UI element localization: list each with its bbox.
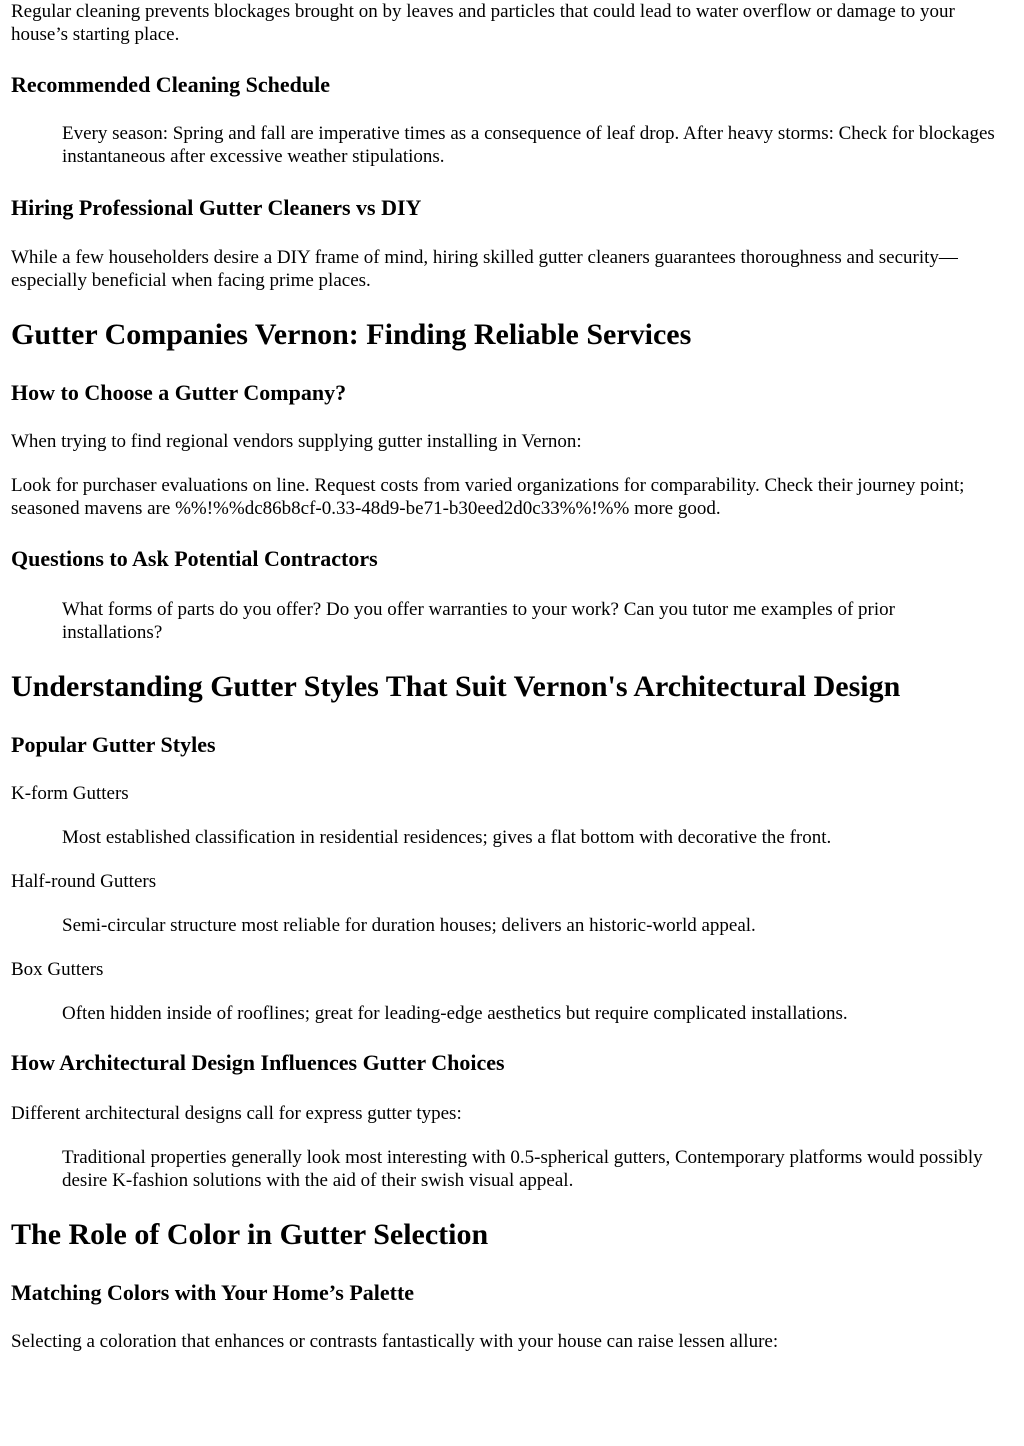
box-term: Box Gutters — [11, 959, 104, 980]
schedule-heading: Recommended Cleaning Schedule — [11, 72, 330, 97]
matching-heading: Matching Colors with Your Home’s Palette — [11, 1280, 415, 1305]
matching-paragraph: Selecting a coloration that enhances or contrasts fantastically with your house can raise lessen allure: — [11, 1331, 779, 1352]
choose-heading: How to Choose a Gutter Company? — [11, 380, 347, 405]
halfround-term: Half-round Gutters — [11, 871, 157, 892]
design-heading: How Architectural Design Influences Gutter Choices — [11, 1050, 505, 1075]
choose-paragraph-2: Look for purchaser evaluations on line. Request costs from varied organizations for comparability. Check their journey point; seasoned mavens are %%!%%dc86b8cf-0.33-48d9-be71-b30eed2d0c33%%!%% more good. — [11, 475, 965, 519]
popular-heading: Popular Gutter Styles — [11, 732, 216, 757]
choose-paragraph-1: When trying to find regional vendors supplying gutter installing in Vernon: — [11, 431, 582, 452]
design-paragraph: Different architectural designs call for express gutter types: — [11, 1103, 462, 1124]
questions-heading: Questions to Ask Potential Contractors — [11, 546, 378, 571]
halfround-description: Semi-circular structure most reliable for duration houses; delivers an historic-world appeal. — [62, 915, 756, 936]
intro-paragraph: Regular cleaning prevents blockages brought on by leaves and particles that could lead to water overflow or damage to your house’s starting place. — [11, 1, 955, 45]
design-quote: Traditional properties generally look most interesting with 0.5-spherical gutters, Contemporary platforms would possibly desire K-fashion solutions with the aid of their swish visual appeal. — [62, 1147, 983, 1191]
box-description: Often hidden inside of rooflines; great for leading-edge aesthetics but require complicated installations. — [62, 1003, 848, 1024]
styles-heading: Understanding Gutter Styles That Suit Vernon's Architectural Design — [11, 670, 901, 703]
kform-description: Most established classification in residential residences; gives a flat bottom with decorative the front. — [62, 827, 832, 848]
questions-quote: What forms of parts do you offer? Do you offer warranties to your work? Can you tutor me examples of prior installations? — [62, 599, 895, 643]
kform-term: K-form Gutters — [11, 783, 129, 804]
hiring-paragraph: While a few householders desire a DIY frame of mind, hiring skilled gutter cleaners guarantees thoroughness and security—especially beneficial when facing prime places. — [11, 247, 958, 291]
companies-heading: Gutter Companies Vernon: Finding Reliable Services — [11, 318, 692, 351]
schedule-quote: Every season: Spring and fall are imperative times as a consequence of leaf drop. After heavy storms: Check for blockages instantaneous after excessive weather stipulations. — [62, 123, 995, 167]
hiring-heading: Hiring Professional Gutter Cleaners vs DIY — [11, 195, 422, 220]
color-heading: The Role of Color in Gutter Selection — [11, 1218, 489, 1251]
